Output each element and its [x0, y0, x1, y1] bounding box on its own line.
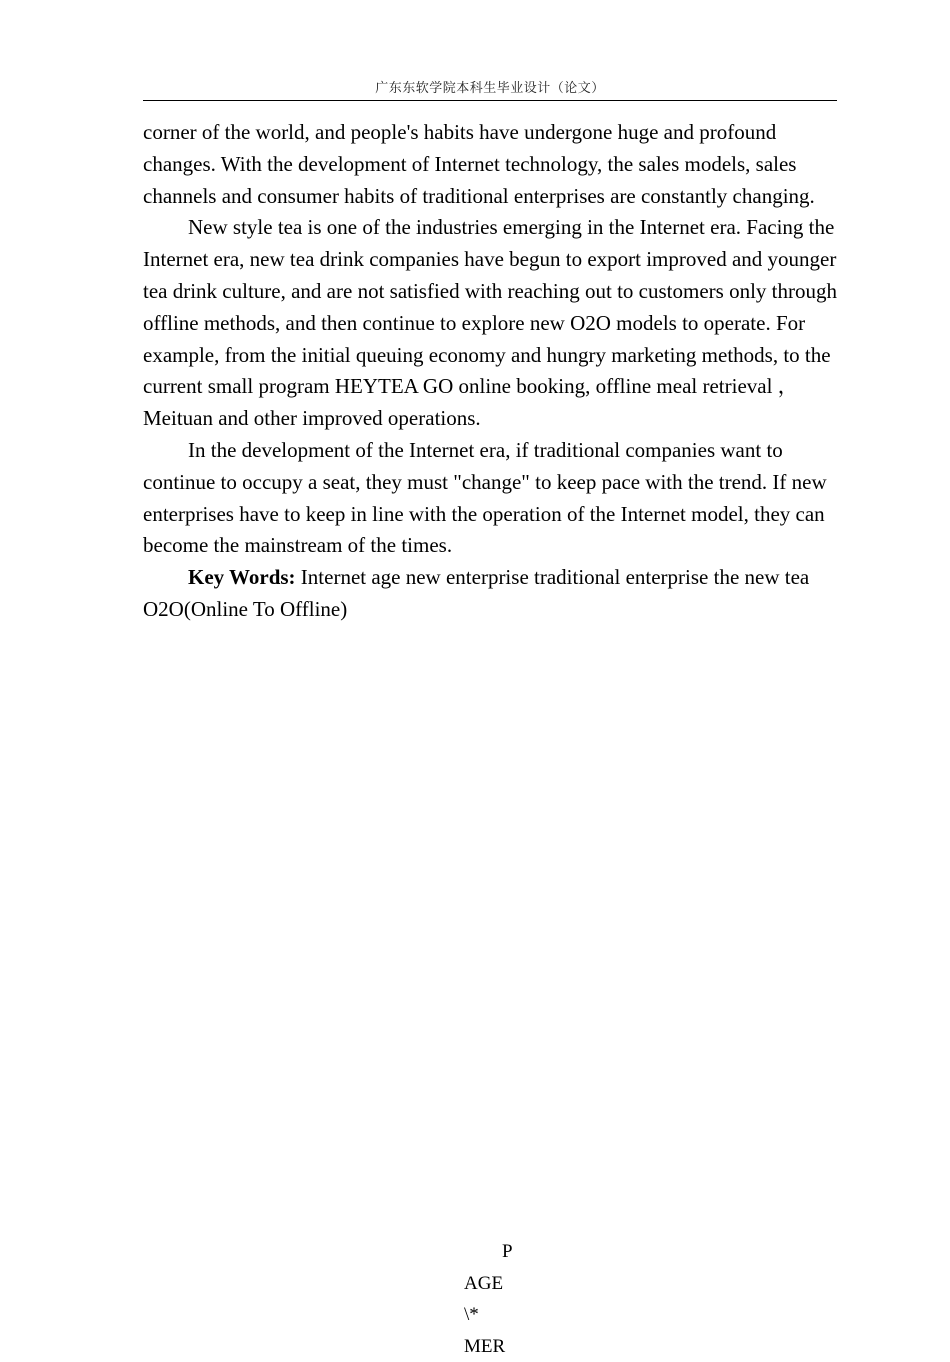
paragraph-internet-development: In the development of the Internet era, if traditional companies want to continue to occupy a seat, they must "change" to keep pace with the trend. If new enterprises have to keep in line with the operation of the Internet model, they can become the mainstream of the times.	[143, 435, 837, 562]
page-number-field	[464, 1236, 544, 1362]
keywords-text: Internet age new enterprise traditional enterprise the new tea O2O(Online To Offline)	[143, 565, 809, 621]
page-field-line: P	[464, 1236, 544, 1268]
running-header: 广东东软学院本科生毕业设计（论文）	[143, 78, 837, 98]
keywords-paragraph	[143, 562, 837, 626]
page-field-line: MER	[464, 1331, 544, 1362]
abstract-body	[143, 117, 837, 626]
keywords-label: Key Words:	[188, 565, 296, 589]
page-field-line: \*	[464, 1299, 544, 1331]
page-field-line: AGE	[464, 1268, 544, 1300]
header-rule	[143, 100, 837, 101]
paragraph-new-style-tea: New style tea is one of the industries emerging in the Internet era. Facing the Internet era, new tea drink companies have begun to export improved and younger tea drink culture, and are not satisfied with reaching out to customers only through offline methods, and then continue to explore new O2O models to operate. For example, from the initial queuing economy and hungry marketing methods, to the current small program HEYTEA GO online booking, offline meal retrieval ， Meituan and other improved operations.	[143, 212, 837, 435]
paragraph-continuation: corner of the world, and people's habits have undergone huge and profound changes. With the development of Internet technology, the sales models, sales channels and consumer habits of traditional enterprises are constantly changing.	[143, 117, 837, 212]
